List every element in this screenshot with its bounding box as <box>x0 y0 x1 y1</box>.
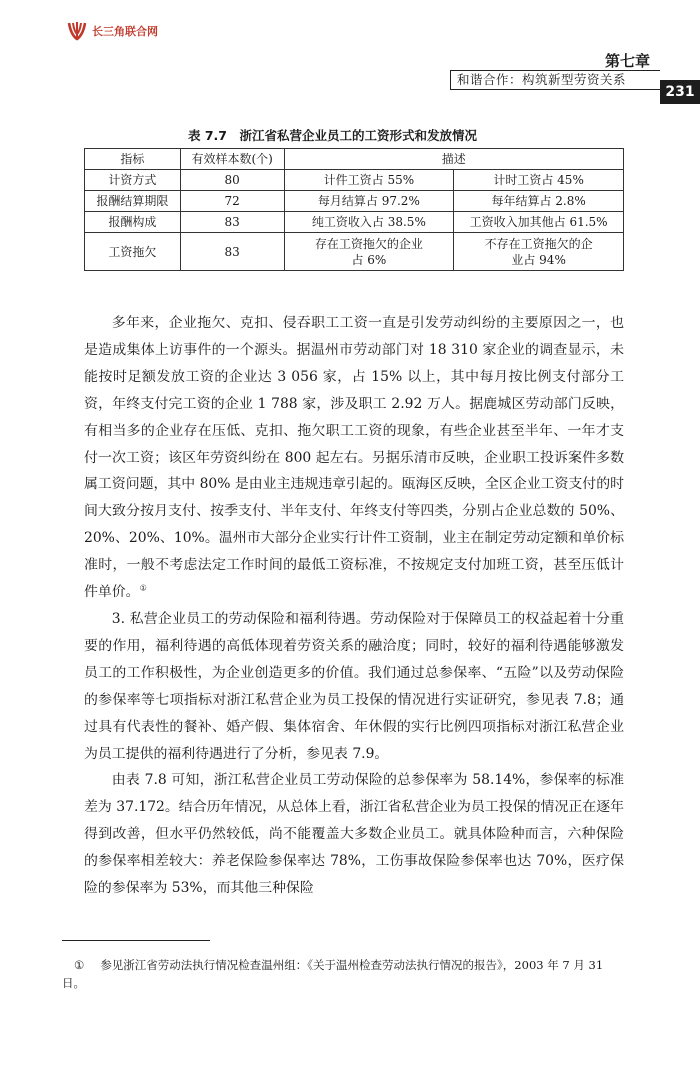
paragraph <box>84 310 624 606</box>
table-cell: 计资方式 <box>85 170 181 191</box>
table-cell: 每月结算占 97.2% <box>284 191 454 212</box>
table-cell: 计件工资占 55% <box>284 170 454 191</box>
table-cell: 不存在工资拖欠的企业占 94% <box>454 233 624 271</box>
body-text <box>84 310 624 902</box>
footnote-text: 参见浙江省劳动法执行情况检查温州组：《关于温州检查劳动法执行情况的报告》，2003 年 7 月 31 日。 <box>62 958 604 990</box>
paragraph: 3. 私营企业员工的劳动保险和福利待遇。劳动保险对于保障员工的权益起着十分重要的作用，福利待遇的高低体现着劳资关系的融洽度；同时，较好的福利待遇能够激发员工的工作积极性，为企业创造更多的价值。我们通过总参保率、“五险”以及劳动保险的参保率等七项指标对浙江私营企业为员工投保的情况进行实证研究，参见表 7.8；通过具有代表性的餐补、婚产假、集体宿舍、年休假的实行比例四项指标对浙江私营企业为员工提供的福利待遇进行了分析，参见表 7.9。 <box>84 610 624 762</box>
table-cell: 存在工资拖欠的企业占 6% <box>284 233 454 271</box>
page-number: 231 <box>660 80 700 104</box>
header-cell: 指标 <box>85 149 181 170</box>
paragraph: 由表 7.8 可知，浙江私营企业员工劳动保险的总参保率为 58.14%，参保率的标准差为 37.172。结合历年情况，从总体上看，浙江省私营企业为员工投保的情况正在逐年得到改善，但水平仍然较低，尚不能覆盖大多数企业员工。就具体险种而言，六种保险的参保率相差较大：养老保险参保率达 78%，工伤事故保险参保率也达 70%，医疗保险的参保率为 53%，而其他三种保险 <box>84 772 624 897</box>
brand-name: 长三角联合网 <box>92 25 158 38</box>
section-title: 和谐合作：构筑新型劳资关系 <box>450 70 660 90</box>
table-row <box>85 191 624 212</box>
logo-icon <box>66 20 88 42</box>
site-logo <box>66 20 158 42</box>
chapter-heading: 第七章 <box>604 52 650 70</box>
table-cell: 纯工资收入占 38.5% <box>284 212 454 233</box>
table-cell: 72 <box>180 191 284 212</box>
wage-table <box>84 148 624 271</box>
table-cell: 报酬结算期限 <box>85 191 181 212</box>
table-cell: 每年结算占 2.8% <box>454 191 624 212</box>
table-cell: 计时工资占 45% <box>454 170 624 191</box>
table-cell: 83 <box>180 233 284 271</box>
table-header-row <box>85 149 624 170</box>
footnote <box>62 956 620 992</box>
table-row <box>85 212 624 233</box>
table-row <box>85 233 624 271</box>
table-cell: 工资收入加其他占 61.5% <box>454 212 624 233</box>
table-cell: 报酬构成 <box>85 212 181 233</box>
header-cell: 描述 <box>284 149 623 170</box>
table-cell: 工资拖欠 <box>85 233 181 271</box>
table-cell: 83 <box>180 212 284 233</box>
header-cell: 有效样本数(个) <box>180 149 284 170</box>
paragraph-text: 多年来，企业拖欠、克扣、侵吞职工工资一直是引发劳动纠纷的主要原因之一，也是造成集体上访事件的一个源头。据温州市劳动部门对 18 310 家企业的调查显示，未能按时足额发放工资的企业达 3 056 家，占 15% 以上，其中每月按比例支付部分工资，年终支付完工资的企业 1 788 家，涉及职工 2.92 万人。据鹿城区劳动部门反映，有相当多的企业存在压低、克扣、拖欠职工工资的现象，有些企业甚至半年、一年才支付一次工资；该区年劳资纠纷在 800 起左右。另据乐清市反映，企业职工投诉案件多数属工资问题，其中 80% 是由业主违规违章引起的。瓯海区反映，全区企业工资支付的时间大致分按月支付、按季支付、半年支付、年终支付等四类，分别占企业总数的 50%、20%、20%、10%。温州市大部分企业实行计件工资制，业主在制定劳动定额和单价标准时，一般不考虑法定工作时间的最低工资标准，不按规定支付加班工资，甚至压低计件单价。 <box>84 315 624 601</box>
table-caption: 表 7.7 浙江省私营企业员工的工资形式和发放情况 <box>188 128 477 143</box>
table-row <box>85 170 624 191</box>
table-cell: 80 <box>180 170 284 191</box>
footnote-ref[interactable]: ① <box>139 583 147 593</box>
footnote-divider <box>62 940 210 941</box>
footnote-number: ① <box>74 958 85 972</box>
